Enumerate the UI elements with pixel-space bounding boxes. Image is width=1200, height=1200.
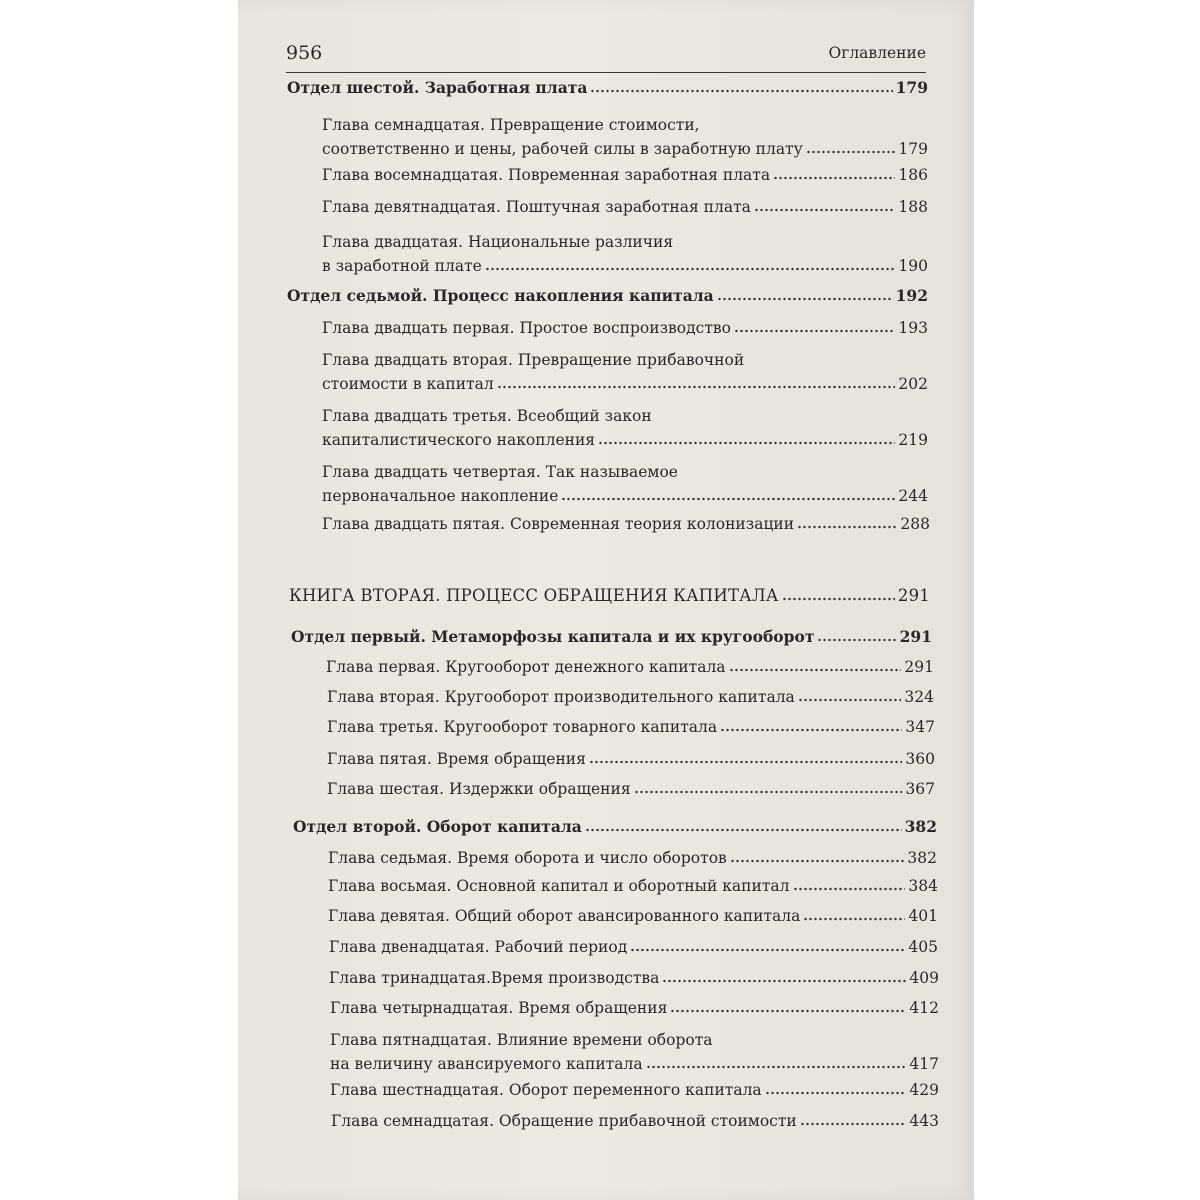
- toc-line: [322, 139, 928, 163]
- dot-leader: [646, 1065, 907, 1069]
- toc-line: [327, 749, 935, 773]
- toc-line: [322, 514, 930, 538]
- toc-book: [289, 586, 930, 610]
- toc-line: [322, 165, 928, 189]
- dot-leader: [630, 948, 905, 952]
- toc-page-number: 412: [909, 999, 939, 1017]
- toc-chapter: [322, 115, 928, 163]
- dot-leader: [730, 859, 905, 863]
- toc-section: [293, 817, 937, 841]
- toc-entry-title: Глава двадцать третья. Всеобщий закон: [322, 407, 652, 425]
- toc-page-number: 347: [905, 718, 935, 736]
- toc-line: [322, 430, 928, 454]
- toc-line: [330, 1030, 939, 1054]
- toc-chapter: [330, 998, 939, 1022]
- dot-leader: [717, 297, 893, 301]
- toc-line: [322, 115, 928, 139]
- toc-entry-title: Глава семнадцатая. Превращение стоимости,: [322, 116, 700, 134]
- toc-page-number: 186: [898, 166, 928, 184]
- dot-leader: [817, 638, 896, 642]
- dot-leader: [773, 176, 895, 180]
- dot-leader: [797, 525, 897, 529]
- toc-page-number: 179: [898, 140, 928, 158]
- toc-section: [287, 286, 928, 310]
- toc-entry-title: Глава двадцать пятая. Современная теория колонизации: [322, 515, 795, 533]
- toc-page-number: 291: [897, 586, 930, 605]
- toc-page-number: 188: [898, 198, 928, 216]
- toc-chapter: [327, 717, 935, 741]
- running-title: Оглавление: [828, 44, 926, 62]
- toc-line: [326, 657, 934, 681]
- toc-chapter: [328, 876, 938, 900]
- toc-line: [331, 1111, 939, 1135]
- toc-line: [328, 876, 938, 900]
- toc-entry-title: в заработной плате: [322, 257, 482, 275]
- toc-chapter: [330, 1030, 939, 1078]
- toc-entry-title: Глава пятая. Время обращения: [327, 750, 586, 768]
- toc-page-number: 429: [909, 1081, 939, 1099]
- toc-page-number: 382: [907, 849, 937, 867]
- toc-entry-title: Глава двадцать первая. Простое воспроизводство: [322, 319, 731, 337]
- toc-entry-title: Глава первая. Кругооборот денежного капитала: [326, 658, 726, 676]
- toc-chapter: [326, 657, 934, 681]
- toc-line: [327, 687, 934, 711]
- dot-leader: [590, 89, 892, 93]
- toc-chapter: [328, 906, 938, 930]
- toc-chapter: [330, 1080, 939, 1104]
- toc-entry-title: Глава вторая. Кругооборот производительного капитала: [327, 688, 795, 706]
- toc-entry-title: КНИГА ВТОРАЯ. ПРОЦЕСС ОБРАЩЕНИЯ КАПИТАЛА: [289, 586, 779, 605]
- dot-leader: [634, 790, 903, 794]
- toc-page-number: 193: [898, 319, 928, 337]
- toc-chapter: [322, 514, 930, 538]
- toc-line: [328, 848, 937, 872]
- toc-entry-title: Глава двадцать четвертая. Так называемое: [322, 463, 678, 481]
- toc-chapter: [327, 687, 934, 711]
- toc-chapter: [329, 937, 938, 961]
- toc-line: [322, 462, 928, 486]
- toc-page-number: 202: [898, 375, 928, 393]
- toc-chapter: [322, 462, 928, 510]
- toc-line: [329, 937, 938, 961]
- toc-entry-title: Глава пятнадцатая. Влияние времени оборота: [330, 1031, 713, 1049]
- toc-line: [293, 817, 937, 841]
- toc-line: [327, 717, 935, 741]
- toc-line: [330, 1054, 939, 1078]
- dot-leader: [662, 979, 906, 983]
- toc-page-number: 288: [900, 515, 930, 533]
- dot-leader: [800, 1122, 907, 1126]
- toc-entry-title: Глава восьмая. Основной капитал и оборотный капитал: [328, 877, 790, 895]
- toc-chapter: [322, 350, 928, 398]
- toc-entry-title: стоимости в капитал: [322, 375, 494, 393]
- toc-line: [330, 998, 939, 1022]
- dot-leader: [720, 728, 902, 732]
- toc-page-number: 324: [904, 688, 934, 706]
- dot-leader: [485, 267, 896, 271]
- toc-entry-title: Глава семнадцатая. Обращение прибавочной стоимости: [331, 1112, 797, 1130]
- dot-leader: [598, 441, 895, 445]
- toc-entry-title: Глава двенадцатая. Рабочий период: [329, 938, 628, 956]
- toc-line: [322, 318, 928, 342]
- toc-entry-title: Глава седьмая. Время оборота и число оборотов: [328, 849, 727, 867]
- dot-leader: [782, 597, 895, 601]
- toc-line: [327, 779, 935, 803]
- toc-page-number: 417: [909, 1055, 939, 1073]
- toc-entry-title: Отдел шестой. Заработная плата: [287, 78, 588, 97]
- toc-entry-title: Глава шестая. Издержки обращения: [327, 780, 631, 798]
- toc-chapter: [322, 232, 928, 280]
- toc-line: [287, 78, 928, 102]
- toc-page-number: 401: [908, 907, 938, 925]
- toc-line: [322, 256, 928, 280]
- toc-entry-title: Глава шестнадцатая. Оборот переменного капитала: [330, 1081, 762, 1099]
- toc-chapter: [322, 165, 928, 189]
- toc-page-number: 384: [908, 877, 938, 895]
- toc-entry-title: Глава девятая. Общий оборот авансированного капитала: [328, 907, 801, 925]
- toc-chapter: [331, 1111, 939, 1135]
- toc-chapter: [322, 406, 928, 454]
- toc-line: [322, 232, 928, 256]
- toc-page-number: 291: [899, 627, 932, 646]
- toc-line: [322, 374, 928, 398]
- toc-page-number: 219: [898, 431, 928, 449]
- dot-leader: [798, 698, 902, 702]
- toc-chapter: [328, 848, 937, 872]
- page-number: 956: [286, 42, 323, 64]
- toc-line: [291, 627, 932, 651]
- dot-leader: [589, 760, 903, 764]
- dot-leader: [803, 917, 905, 921]
- toc-entry-title: первоначальное накопление: [322, 487, 559, 505]
- dot-leader: [729, 668, 902, 672]
- dot-leader: [806, 150, 896, 154]
- toc-chapter: [329, 968, 939, 992]
- toc-page-number: 409: [909, 969, 939, 987]
- toc-line: [328, 906, 938, 930]
- toc-entry-title: Глава двадцать вторая. Превращение прибавочной: [322, 351, 745, 369]
- toc-line: [330, 1080, 939, 1104]
- toc-page-number: 360: [905, 750, 935, 768]
- toc-chapter: [322, 318, 928, 342]
- toc-line: [322, 486, 928, 510]
- dot-leader: [734, 329, 895, 333]
- toc-section: [287, 78, 928, 102]
- toc-page-number: 443: [909, 1112, 939, 1130]
- toc-entry-title: Отдел седьмой. Процесс накопления капитала: [287, 286, 714, 305]
- toc-line: [322, 406, 928, 430]
- toc-entry-title: соответственно и цены, рабочей силы в заработную плату: [322, 140, 803, 158]
- dot-leader: [561, 497, 895, 501]
- toc-entry-title: Глава восемнадцатая. Повременная заработная плата: [322, 166, 771, 184]
- toc-page-number: 382: [904, 817, 937, 836]
- dot-leader: [670, 1009, 906, 1013]
- toc-page-number: 367: [905, 780, 935, 798]
- toc-page-number: 179: [895, 78, 928, 97]
- toc-entry-title: Глава девятнадцатая. Поштучная заработная плата: [322, 198, 751, 216]
- dot-leader: [585, 828, 902, 832]
- toc-section: [291, 627, 932, 651]
- toc-line: [329, 968, 939, 992]
- toc-page-number: 405: [908, 938, 938, 956]
- toc-chapter: [327, 749, 935, 773]
- dot-leader: [754, 208, 896, 212]
- toc-entry-title: Глава третья. Кругооборот товарного капитала: [327, 718, 718, 736]
- toc-entry-title: Глава четырнадцатая. Время обращения: [330, 999, 668, 1017]
- toc-line: [322, 197, 928, 221]
- toc-line: [322, 350, 928, 374]
- toc-page-number: 244: [898, 487, 928, 505]
- toc-chapter: [327, 779, 935, 803]
- toc-chapter: [322, 197, 928, 221]
- toc-line: [287, 286, 928, 310]
- toc-entry-title: Отдел первый. Метаморфозы капитала и их кругооборот: [291, 627, 815, 646]
- toc-page-number: 190: [898, 257, 928, 275]
- toc-entry-title: Отдел второй. Оборот капитала: [293, 817, 582, 836]
- toc-entry-title: Глава двадцатая. Национальные различия: [322, 233, 674, 251]
- toc-page-number: 291: [904, 658, 934, 676]
- toc-entry-title: Глава тринадцатая.Время производства: [329, 969, 660, 987]
- dot-leader: [765, 1091, 907, 1095]
- toc-entry-title: на величину авансируемого капитала: [330, 1055, 643, 1073]
- dot-leader: [793, 887, 906, 891]
- toc-page-number: 192: [895, 286, 928, 305]
- toc-entry-title: капиталистического накопления: [322, 431, 596, 449]
- dot-leader: [497, 385, 896, 389]
- toc-line: [289, 586, 930, 610]
